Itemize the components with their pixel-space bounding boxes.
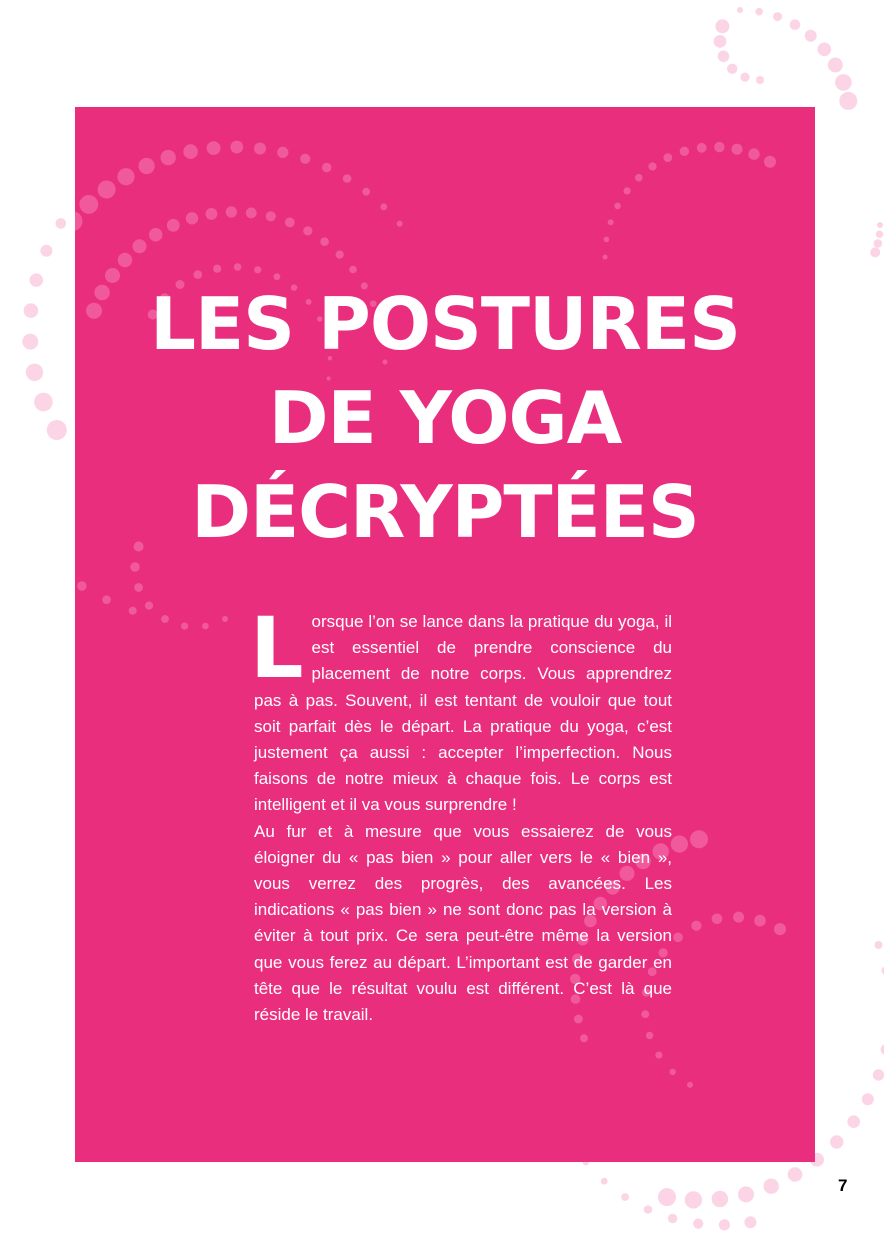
decor-dot: [397, 221, 403, 227]
chapter-title-line-2: DE YOGA: [268, 376, 622, 460]
decor-dot: [129, 607, 137, 615]
decor-dot: [670, 1069, 676, 1075]
decor-dot: [680, 147, 689, 156]
decor-dot: [134, 583, 143, 592]
decor-dot: [349, 266, 357, 274]
decor-dot: [756, 76, 764, 84]
decor-dot: [870, 247, 880, 257]
decor-dot: [671, 836, 688, 853]
decor-dot: [719, 1219, 730, 1230]
decor-dot: [754, 915, 766, 927]
decor-dot: [714, 35, 727, 48]
decor-dot: [277, 147, 288, 158]
decor-dot: [712, 914, 723, 925]
decor-dot: [230, 141, 243, 154]
decor-dot: [40, 245, 52, 257]
decor-dot: [181, 623, 188, 630]
decor-dot: [663, 153, 672, 162]
decor-dot: [727, 64, 737, 74]
decor-dot: [75, 211, 83, 231]
decor-dot: [644, 1205, 653, 1214]
decor-dot: [718, 51, 730, 63]
decor-dot: [285, 218, 295, 228]
decor-dot: [246, 208, 257, 219]
decor-dot: [655, 1052, 662, 1059]
decor-dot: [805, 30, 817, 42]
decor-dot: [300, 154, 310, 164]
decor-dot: [828, 58, 843, 73]
decor-dot: [621, 1193, 629, 1201]
decor-dot: [117, 168, 134, 185]
decor-dot: [139, 158, 155, 174]
decor-dot: [343, 174, 352, 183]
decor-dot: [254, 266, 261, 273]
decor-dot: [336, 251, 344, 259]
decor-dot: [715, 19, 729, 33]
decor-dot: [755, 8, 763, 16]
decor-dot: [183, 144, 198, 159]
decor-dot: [764, 156, 776, 168]
decor-dot: [733, 912, 744, 923]
decor-dot: [130, 562, 139, 571]
chapter-title-line-1: LES POSTURES: [150, 282, 740, 366]
decor-dot: [608, 219, 614, 225]
decor-dot: [875, 941, 883, 949]
decor-dot: [714, 142, 724, 152]
decor-dot: [47, 420, 67, 440]
decor-dot: [818, 43, 832, 57]
decor-dot: [687, 1082, 693, 1088]
decor-dot: [774, 923, 786, 935]
decor-dot: [226, 206, 237, 217]
decor-dot: [830, 1135, 843, 1148]
page-number: 7: [838, 1176, 848, 1195]
paragraph-second: Au fur et à mesure que vous essaierez de vous éloigner du « pas bien » pour aller vers le « bien », vous verrez des progrès, des avancées. Les indications « pas bien » ne sont donc pas la version à éviter à tout prix. Ce sera peut-être même la version que vous ferez au départ. L’important est de garder en tête que le résultat voulu est différent. C’est là que réside le travail.: [254, 821, 672, 1025]
decor-dot: [744, 1216, 756, 1228]
decor-dot: [580, 1034, 588, 1042]
decor-dot: [24, 303, 39, 318]
decor-dot: [881, 1044, 884, 1055]
decor-dot: [56, 218, 67, 229]
decor-dot: [320, 237, 329, 246]
decor-dot: [790, 19, 801, 30]
decor-dot: [167, 219, 180, 232]
decor-dot: [635, 174, 643, 182]
decor-dot: [668, 1214, 677, 1223]
paragraph-intro: [250, 599, 672, 819]
decor-dot: [764, 1179, 779, 1194]
decor-dot: [614, 203, 621, 210]
decor-dot: [874, 239, 883, 248]
decor-dot: [34, 393, 53, 412]
decor-dot: [234, 263, 242, 271]
chapter-title-line-3: DÉCRYPTÉES: [191, 470, 699, 554]
decor-dot: [79, 195, 98, 214]
decor-dot: [693, 1219, 703, 1229]
decor-dot: [26, 364, 43, 381]
decor-dot: [646, 1032, 653, 1039]
decor-dot: [30, 273, 43, 286]
decor-dot: [222, 616, 228, 622]
decor-dot: [145, 602, 153, 610]
decor-dot: [202, 623, 209, 630]
decor-dot: [77, 581, 86, 590]
decor-dot: [266, 211, 276, 221]
decor-dot: [648, 162, 656, 170]
drop-cap-letter: L: [250, 599, 304, 697]
decor-dot: [788, 1167, 803, 1182]
decor-dot: [213, 265, 221, 273]
decor-dot: [873, 1069, 884, 1080]
decor-dot: [118, 253, 132, 267]
decor-dot: [206, 208, 218, 220]
decor-dot: [738, 1186, 754, 1202]
decor-dot: [740, 73, 749, 82]
decor-dot: [603, 255, 608, 260]
decor-dot: [673, 933, 683, 943]
decor-dot: [737, 7, 743, 13]
decor-dot: [862, 1093, 874, 1105]
decor-dot: [690, 830, 708, 848]
decor-dot: [732, 144, 743, 155]
decor-dot: [773, 12, 782, 21]
decor-dot: [362, 188, 370, 196]
decor-dot: [322, 163, 331, 172]
decor-dot: [624, 187, 631, 194]
decor-dot: [877, 222, 883, 228]
decor-dot: [161, 615, 169, 623]
pink-title-panel: [75, 107, 815, 1162]
decor-dot: [748, 148, 759, 159]
decor-dot: [658, 1188, 676, 1206]
decor-dot: [691, 921, 701, 931]
decor-dot: [604, 237, 610, 243]
decor-dot: [161, 150, 176, 165]
decor-dot: [207, 141, 221, 155]
decor-dot: [303, 226, 312, 235]
decor-dot: [102, 595, 111, 604]
decor-dot: [22, 334, 38, 350]
decor-dot: [380, 203, 387, 210]
decor-dot: [601, 1178, 608, 1185]
decor-dot: [186, 212, 198, 224]
paragraph-intro-text: orsque l’on se lance dans la pratique du yoga, il est essentiel de prendre conscience du placement de notre corps. Vous apprendrez pas à pas. Souvent, il est tentant de vouloir que tout soit parfait dès le départ. La pratique du yoga, c’est justement ça aussi : accepter l’imperfection. Nous faisons de notre mieux à chaque fois. Le corps est intelligent et il va vous surprendre !: [254, 612, 672, 815]
chapter-title: [75, 277, 815, 559]
decor-dot: [712, 1191, 729, 1208]
decor-dot: [876, 231, 883, 238]
decor-dot: [839, 92, 857, 110]
decor-dot: [847, 1115, 860, 1128]
decor-dot: [133, 239, 147, 253]
decor-dot: [98, 181, 116, 199]
decor-dot: [149, 228, 162, 241]
decor-dot: [835, 74, 852, 91]
decor-dot: [685, 1191, 702, 1208]
body-text: [250, 599, 672, 1028]
decor-dot: [254, 143, 266, 155]
decor-dot: [697, 143, 707, 153]
